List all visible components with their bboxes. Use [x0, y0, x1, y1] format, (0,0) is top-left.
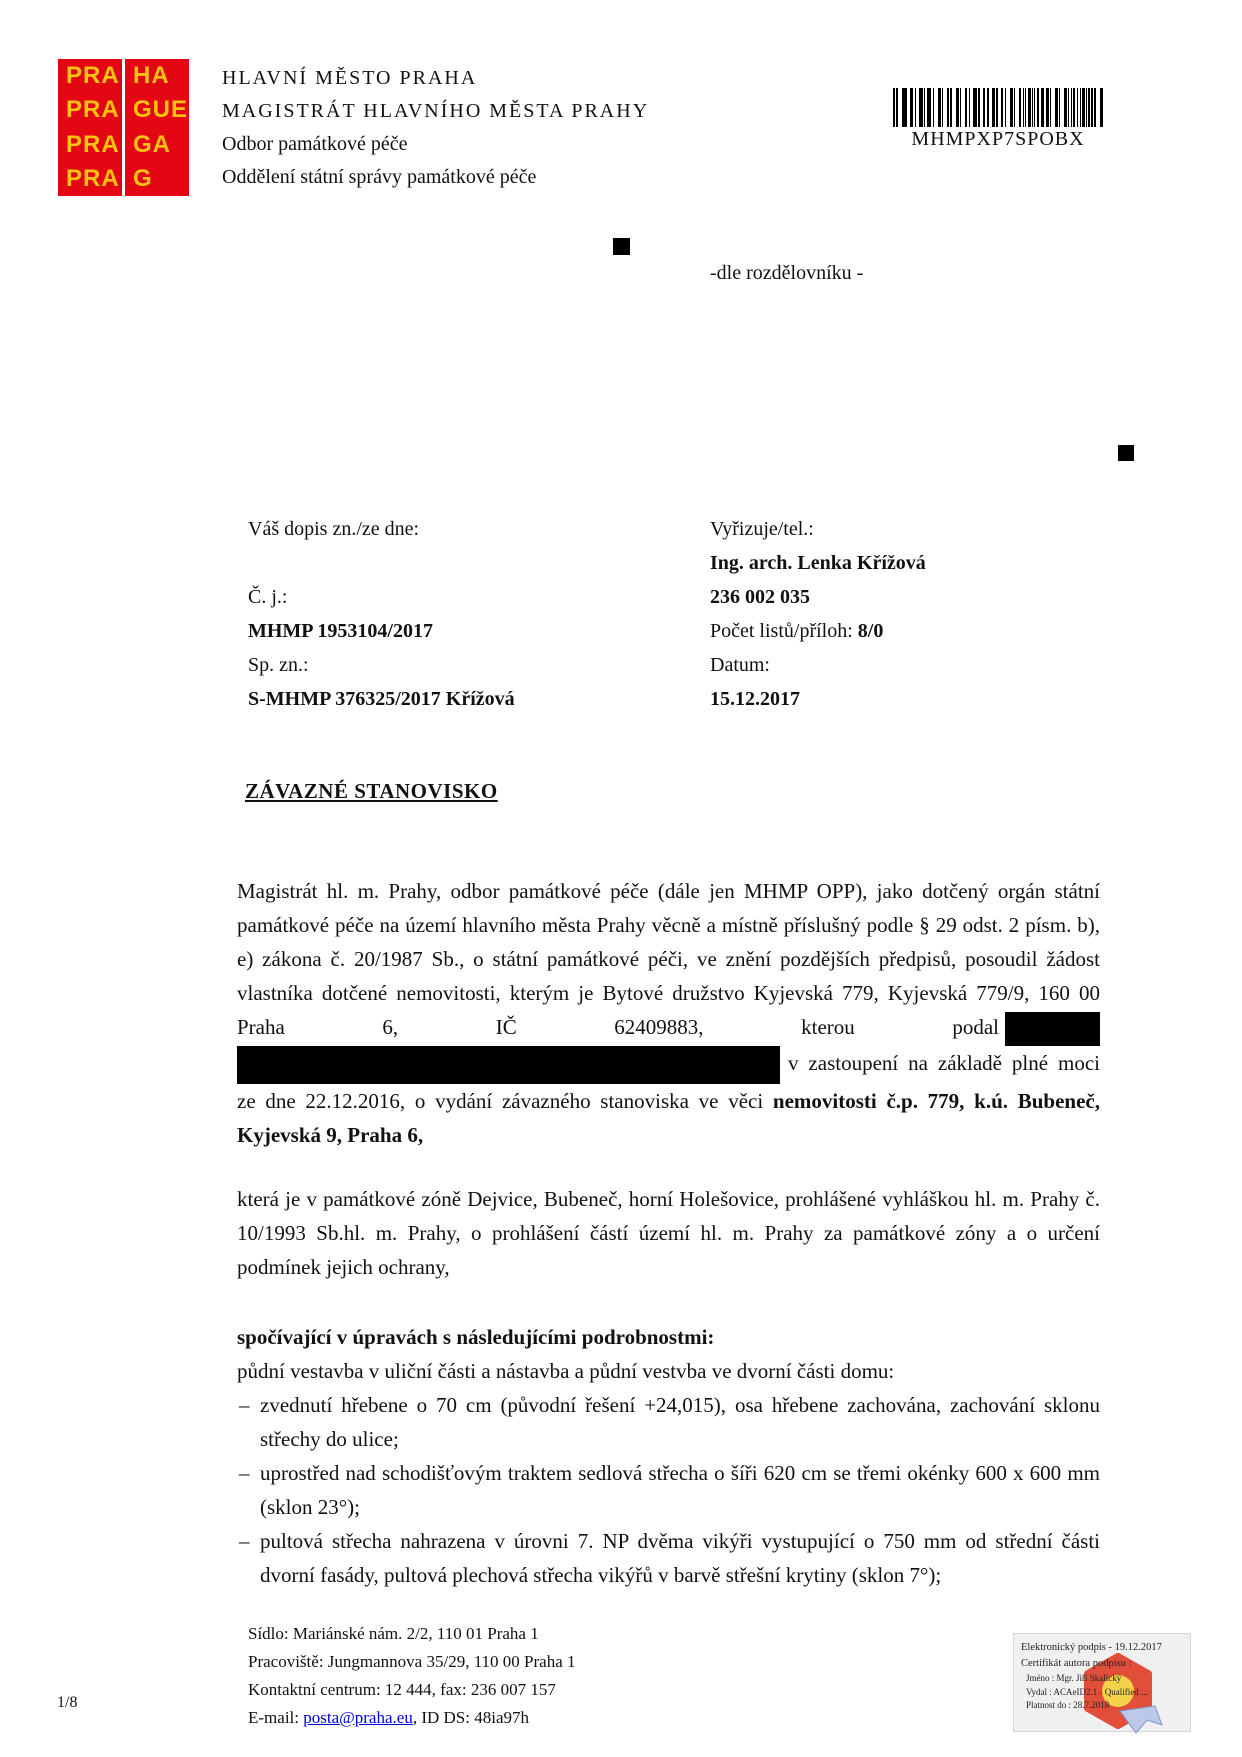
condition-item-2	[237, 1456, 1100, 1524]
stamp-signer-name: Jméno : Mgr. Jiří Skalický	[1026, 1673, 1122, 1683]
dash-bullet: –	[239, 1461, 250, 1486]
ref-number-value: S-MHMP 376325/2017 Křížová	[248, 688, 515, 710]
electronic-signature-stamp	[1013, 1633, 1191, 1732]
black-square-marker	[1118, 445, 1134, 461]
dash-bullet: –	[239, 1529, 250, 1554]
redacted-name-bar	[1005, 1012, 1100, 1046]
footer-email-line	[248, 1704, 576, 1732]
footer-address: Sídlo: Mariánské nám. 2/2, 110 01 Praha 1	[248, 1624, 539, 1643]
praha-logo	[58, 59, 189, 196]
footer-contact	[248, 1620, 576, 1732]
condition-item-1-text: zvednutí hřebene o 70 cm (původní řešení +24,015), osa hřebene zachována, zachování sklonu střechy do ulice;	[260, 1393, 1100, 1452]
logo-row-label: HA	[133, 62, 170, 89]
document-title-text: ZÁVAZNÉ STANOVISKO	[245, 779, 498, 803]
conditions-intro: půdní vestavba v uliční části a nástavba a půdní vestvba ve dvorní části domu:	[237, 1359, 895, 1384]
praha-logo-right-column	[125, 59, 189, 196]
logo-row-label: GA	[133, 130, 171, 158]
barcode-block	[893, 88, 1103, 151]
date-label: Datum:	[710, 654, 770, 676]
redacted-address-bar	[237, 1046, 780, 1084]
paragraph-subject	[237, 874, 1100, 1152]
email-label: E-mail:	[248, 1708, 304, 1727]
condition-item-1	[237, 1388, 1100, 1456]
condition-item-2-text: uprostřed nad schodišťovým traktem sedlová střecha o šíři 620 cm se třemi okénky 600 x 600 mm (sklon 23°);	[260, 1461, 1100, 1520]
sheet-count-label: Počet listů/příloh:	[710, 620, 853, 642]
file-number-value: MHMP 1953104/2017	[248, 620, 433, 642]
dash-bullet: –	[239, 1393, 250, 1418]
stamp-cert-label: Certifikát autora podpisu :	[1021, 1658, 1132, 1669]
stamp-signature-date: Elektronický podpis - 19.12.2017	[1021, 1642, 1162, 1653]
property-identification: nemovitosti č.p. 779, k.ú. Bubeneč, Kyjevská 9, Praha 6,	[237, 1089, 1100, 1148]
letterhead-city: HLAVNÍ MĚSTO PRAHA	[222, 67, 478, 89]
file-number-label: Č. j.:	[248, 586, 288, 608]
handler-phone: 236 002 035	[710, 586, 810, 608]
your-letter-label: Váš dopis zn./ze dne:	[248, 518, 420, 540]
date-value: 15.12.2017	[710, 688, 800, 710]
sheet-count-line	[710, 614, 926, 648]
logo-row-label: G	[133, 164, 153, 192]
barcode-code: MHMPXP7SPOBX	[911, 128, 1085, 150]
letterhead-department: Odbor památkové péče	[222, 133, 408, 155]
document-title	[245, 779, 498, 804]
logo-row-label: PRA	[66, 96, 120, 124]
logo-row-label: PRA	[66, 62, 120, 89]
sheet-count-value: 8/0	[857, 620, 884, 642]
logo-row-label: GUE	[133, 96, 189, 124]
conditions-heading: spočívající v úpravách s následujícími podrobnostmi:	[237, 1325, 715, 1350]
condition-item-3-text: pultová střecha nahrazena v úrovni 7. NP dvěma vikýři vystupující o 750 mm od střední části dvorní fasády, pultová plechová střecha vikýřů v barvě střešní krytiny (sklon 7°);	[260, 1529, 1100, 1588]
paragraph-subject-continuation: v zastoupení na základě plné moci ze dne 22.12.2016, o vydání závazného stanoviska ve věci	[237, 1051, 1100, 1114]
letterhead-office: MAGISTRÁT HLAVNÍHO MĚSTA PRAHY	[222, 100, 650, 122]
spacer-line	[248, 546, 710, 580]
black-square-marker	[613, 238, 630, 255]
logo-row-label: PRA	[66, 130, 120, 158]
stamp-validity: Platnost do : 28.7.2018	[1026, 1700, 1110, 1710]
logo-row-label: PRA	[66, 164, 120, 192]
reference-left-column	[248, 512, 710, 716]
footer-workplace: Pracoviště: Jungmannova 35/29, 110 00 Praha 1	[248, 1652, 576, 1671]
page-number: 1/8	[57, 1694, 78, 1711]
stamp-text	[1021, 1640, 1187, 1713]
email-link[interactable]: posta@praha.eu	[303, 1708, 413, 1727]
reference-right-column	[710, 512, 926, 716]
footer-ids: , ID DS: 48ia97h	[412, 1708, 529, 1727]
condition-item-3	[237, 1524, 1100, 1592]
ref-number-label: Sp. zn.:	[248, 654, 309, 676]
paragraph-zone: která je v památkové zóně Dejvice, Bubeneč, horní Holešovice, prohlášené vyhláškou hl. m. Prahy č. 10/1993 Sb.hl. m. Prahy, o prohlášení částí území hl. m. Prahy za památkové zóny a o určení podmínek jejich ochrany,	[237, 1187, 1100, 1280]
stamp-issuer: Vydal : ACAeID2.1 - Qualified ...	[1026, 1686, 1148, 1697]
praha-logo-left-column	[58, 59, 122, 196]
reference-block	[248, 512, 1108, 716]
document-body	[237, 874, 1100, 1592]
letterhead	[222, 62, 649, 194]
barcode-image	[893, 88, 1103, 127]
handler-name: Ing. arch. Lenka Křížová	[710, 552, 926, 574]
paragraph-subject-text: Magistrát hl. m. Prahy, odbor památkové péče (dále jen MHMP OPP), jako dotčený orgán státní památkové péče na území hlavního města Prahy věcně a místně příslušný podle § 29 odst. 2 písm. b), e) zákona č. 20/1987 Sb., o státní památkové péči, ve znění pozdějších předpisů, posoudil žádost vlastníka dotčené nemovitosti, kterým je Bytové družstvo Kyjevská 779, Kyjevská 779/9, 160 00 Praha 6, IČ 62409883, kterou podal	[237, 879, 1100, 1039]
letterhead-unit: Oddělení státní správy památkové péče	[222, 166, 537, 188]
footer-contact-center: Kontaktní centrum: 12 444, fax: 236 007 157	[248, 1680, 556, 1699]
handled-by-label: Vyřizuje/tel.:	[710, 518, 814, 540]
distribution-note: -dle rozdělovníku -	[710, 262, 864, 284]
